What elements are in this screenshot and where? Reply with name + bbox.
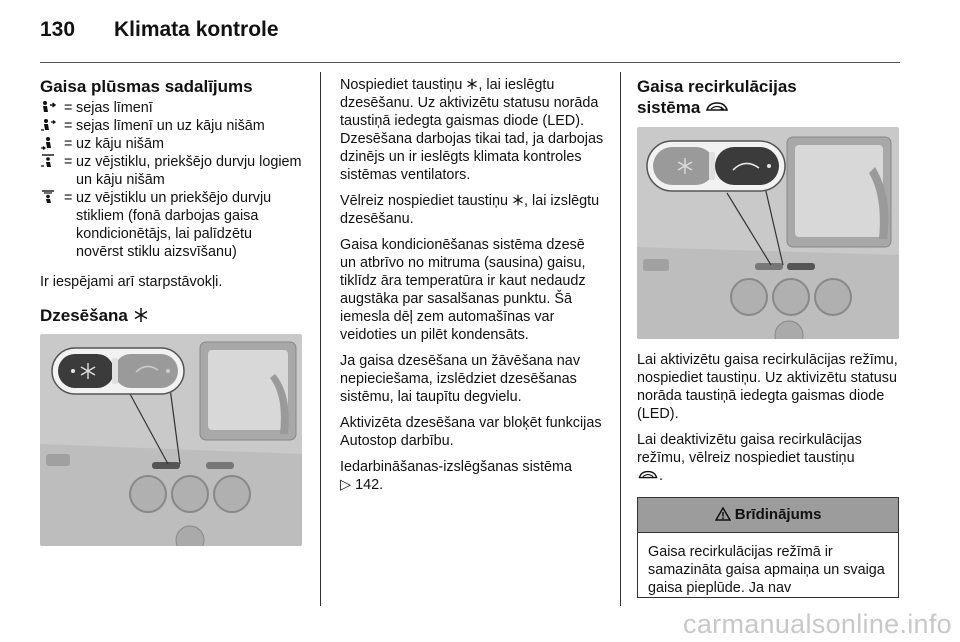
watermark: carmanualsonline.info [683,609,952,639]
cooling-button-photo [40,334,302,546]
column-divider [320,72,321,606]
cooling-off-paragraph: Vēlreiz nospiediet taustiņu , lai izslēgtu dzesēšanu. [340,193,600,227]
airflow-windscreen-feet-icon [40,153,64,189]
warning-header: Brīdinājums [638,498,898,533]
snowflake-icon [133,307,149,323]
chapter-title: Klimata kontrole [114,18,279,41]
autostop-paragraph: Aktivizēta dzesēšana var bloķēt funkcijas Autostop darbību. [340,415,602,449]
page-number: 130 [40,18,76,41]
recirculation-icon [637,469,659,481]
airflow-feet-icon [40,135,64,153]
airflow-item-windscreen: = uz vējstiklu un priekšējo durvju stikliem (fonā darbojas gaisa kondicionētājs, lai palīdzētu novērst stiklu aizsvīšanu) [40,189,302,261]
airflow-windscreen-icon [40,189,64,261]
airflow-item-head: = sejas līmenī [40,99,302,117]
column-right [637,76,899,598]
recirculation-on-paragraph: Lai aktivizētu gaisa recirkulācijas režīmu, nospiediet taustiņu. Uz aktivizētu statusu norāda taustiņā iedegta gaismas diode (LED). [637,352,898,422]
ac-description-paragraph: Gaisa kondicionēšanas sistēma dzesē un atbrīvo no mitruma (sausina) gaisu, tiklīdz āra temperatūra ir kaut nedaudz augstāka par sasalšanas punktu. Šā iemesla dēļ zem automašīnas var veidoties un pilēt kondensāts. [340,237,586,343]
warning-box [637,497,899,598]
recirculation-icon [705,100,729,114]
airflow-item-feet: = uz kāju nišām [40,135,302,153]
airflow-item-head-feet: = sejas līmenī un uz kāju nišām [40,117,302,135]
airflow-head-icon [40,99,64,117]
intermediate-note: Ir iespējami arī starpstāvokļi. [40,274,223,290]
snowflake-icon [466,78,478,90]
airflow-heading: Gaisa plūsmas sadalījums [40,77,253,96]
cooling-on-paragraph: Nospiediet taustiņu , lai ieslēgtu dzesēšanu. Uz aktivizētu statusu norāda taustiņā iedegta gaismas diode (LED). Dzesēšana darbojas tikai tad, ja darbojas dzinējs un ir ieslēgts klimata kontroles sistēmas ventilators. [340,77,604,183]
page-ref-arrow-icon: ▷ [340,477,352,493]
header-rule [40,62,900,63]
column-middle [340,76,604,502]
recirculation-off-paragraph: Lai deaktivizētu gaisa recirkulācijas režīmu, vēlreiz nospiediet taustiņu . [637,432,862,484]
recirculation-heading: Gaisa recirkulācijas sistēma [637,77,797,117]
airflow-item-windscreen-feet: = uz vējstiklu, priekšējo durvju logiem un kāju nišām [40,153,302,189]
column-left [40,76,302,546]
warning-triangle-icon [715,507,731,521]
recirculation-button-photo [637,127,899,339]
warning-body: Gaisa recirkulācijas režīmā ir samazināta gaisa apmaiņa un svaiga gaisa pieplūde. Ja nav [648,544,885,596]
column-divider [620,72,621,606]
airflow-head-feet-icon [40,117,64,135]
cooling-heading: Dzesēšana [40,305,302,326]
stop-start-paragraph: Iedarbināšanas-izslēgšanas sistēma ▷ 142. [340,459,572,493]
fuel-saving-paragraph: Ja gaisa dzesēšana un žāvēšana nav nepieciešama, izslēdziet dzesēšanas sistēmu, lai taupītu degvielu. [340,353,581,405]
page-ref-link[interactable]: 142. [355,477,384,493]
snowflake-icon [512,194,524,206]
page-header [40,18,279,42]
